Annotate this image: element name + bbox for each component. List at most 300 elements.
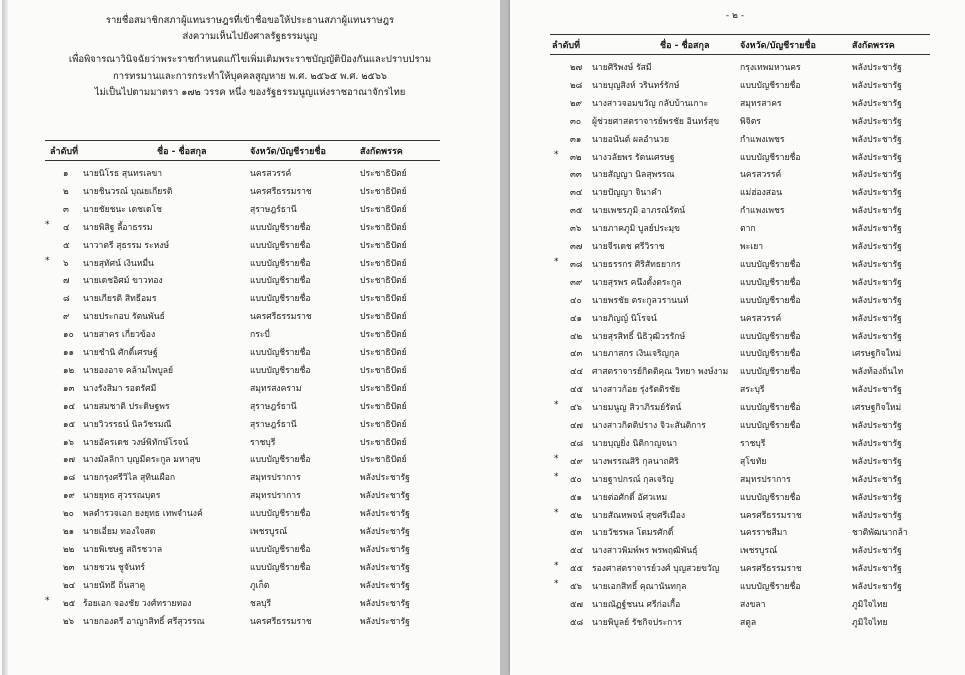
table-row	[550, 415, 950, 434]
row-marker: *	[554, 256, 559, 267]
member-province: แบบบัญชีรายชื่อ	[740, 492, 801, 503]
row-number: ๒๙	[570, 98, 582, 109]
table-row	[45, 593, 445, 612]
member-name: นายธรรกร ศิริสัทธยากร	[592, 259, 681, 270]
table-row	[45, 557, 445, 576]
member-province: นครศรีธรรมราช	[250, 312, 312, 323]
right-document-page	[510, 0, 965, 675]
table-row	[45, 521, 445, 540]
row-number: ๗	[63, 276, 70, 287]
member-party: พลังประชารัฐ	[852, 116, 902, 127]
member-province: แบบบัญชีรายชื่อ	[250, 365, 311, 376]
row-marker: *	[554, 453, 559, 464]
table-row	[550, 308, 950, 327]
member-name: นายภาสกร เงินเจริญกุล	[592, 349, 680, 360]
member-name: นางสาวกิตติปราง จิวะสันติการ	[592, 421, 706, 431]
member-province: ราชบุรี	[250, 437, 276, 448]
row-number: ๑๑	[63, 348, 74, 358]
member-party: ประชาธิปัตย์	[360, 294, 407, 305]
member-name: นายสาคร เกี่ยวข้อง	[83, 330, 156, 341]
member-party: พลังประชารัฐ	[852, 134, 902, 145]
member-party: เศรษฐกิจใหม่	[852, 349, 902, 360]
row-marker: *	[45, 255, 50, 266]
table-row	[550, 433, 950, 452]
member-party: พลังประชารัฐ	[852, 259, 902, 270]
member-party: พลังประชารัฐ	[852, 152, 902, 163]
member-party: ประชาธิปัตย์	[360, 312, 407, 323]
member-name: นายสัณหพจน์ สุขศรีเมือง	[592, 510, 686, 521]
member-province: แบบบัญชีรายชื่อ	[250, 222, 311, 233]
member-party: พลังประชารัฐ	[360, 580, 410, 591]
member-name: นางสาวพิมพ์พร พรพฤฒิพันธุ์	[592, 546, 698, 557]
row-marker: *	[554, 579, 559, 590]
table-row	[550, 576, 950, 595]
member-name: ศาสตราจารย์กิตติคุณ วิทยา พงษ์งาม	[592, 367, 729, 378]
member-province: ราชบุรี	[740, 438, 766, 449]
member-name: นายฐาปกรณ์ กุลเจริญ	[592, 474, 674, 485]
member-province: แบบบัญชีรายชื่อ	[740, 367, 801, 378]
table-row	[45, 163, 445, 182]
row-number: ๕๓	[570, 528, 583, 539]
member-party: ประชาธิปัตย์	[360, 276, 407, 287]
row-number: ๒	[63, 186, 69, 197]
member-party: ประชาธิปัตย์	[360, 330, 407, 341]
member-province: นครราชสีมา	[740, 528, 788, 539]
member-party: พลังประชารัฐ	[852, 63, 902, 73]
member-name: นายพิเชษฐ สถิรชวาล	[83, 544, 163, 555]
row-number: ๔๗	[570, 421, 583, 431]
row-number: ๔๐	[570, 295, 582, 306]
row-number: ๕๕	[570, 564, 584, 575]
table-header	[45, 142, 440, 158]
member-province: นครสวรรค์	[740, 170, 782, 181]
member-name: นายสุรสิทธิ์ นิธิวุฒิวรรักษ์	[592, 331, 686, 342]
table-row	[550, 111, 950, 130]
table-row	[45, 432, 445, 451]
member-party: พลังประชารัฐ	[852, 313, 902, 324]
member-name: นายบุญยิ่ง นิติกาญจนา	[592, 438, 678, 449]
member-province: แบบบัญชีรายชื่อ	[740, 582, 801, 593]
row-number: ๔๓	[570, 349, 583, 360]
row-number: ๓๘	[570, 259, 583, 270]
row-marker: *	[554, 149, 559, 160]
member-name: นายประกอบ รัตนพันธ์	[83, 312, 165, 323]
row-number: ๓๐	[570, 116, 582, 127]
row-number: ๒๔	[63, 580, 76, 591]
row-number: ๕๐	[570, 474, 582, 485]
member-province: แบบบัญชีรายชื่อ	[250, 258, 311, 269]
table-row	[550, 254, 950, 273]
table-row	[45, 611, 445, 630]
row-number: ๒๖	[63, 616, 75, 627]
member-province: แบบบัญชีรายชื่อ	[740, 295, 801, 306]
member-party: พลังประชารัฐ	[360, 509, 410, 520]
member-name: นายมนูญ สิวาภิรมย์รัตน์	[592, 403, 682, 414]
member-party: พลังประชารัฐ	[852, 421, 902, 431]
member-party: พลังประชารัฐ	[852, 206, 902, 217]
member-name: นายปัญญา จินาคำ	[592, 188, 662, 199]
member-province: กรุงเทพมหานคร	[740, 63, 801, 73]
member-party: พลังประชารัฐ	[852, 510, 902, 521]
table-row	[550, 218, 950, 237]
row-number: ๕๖	[570, 582, 582, 593]
member-name: นางมัลลิกา บุญมีตระกูล มหาสุข	[83, 455, 201, 466]
table-row	[45, 199, 445, 218]
table-row	[45, 503, 445, 522]
member-province: แบบบัญชีรายชื่อ	[740, 403, 801, 414]
member-name: ร้อยเอก จองชัย วงศ์ทรายทอง	[83, 598, 192, 609]
row-number: ๑๒	[63, 365, 75, 376]
member-name: นายเอี่ยม ทองใจสด	[83, 527, 156, 537]
column-header-name: ชื่อ - ชื่อสกุล	[660, 41, 710, 51]
page-number: - ๒ -	[725, 11, 745, 21]
member-party: พลังท้องถิ่นไท	[852, 367, 904, 378]
row-number: ๔๖	[570, 403, 582, 414]
member-province: นครสวรรค์	[250, 169, 292, 179]
row-number: ๒๒	[63, 544, 75, 555]
table-row	[550, 522, 950, 541]
column-header-party: สังกัดพรรค	[360, 147, 403, 157]
member-name: นายภาคภูมิ บูลย์ประมุข	[592, 224, 681, 235]
row-number: ๓๖	[570, 224, 582, 235]
row-number: ๙	[63, 312, 70, 323]
member-party: ภูมิใจไทย	[852, 617, 888, 628]
row-number: ๒๓	[63, 562, 75, 573]
table-row	[550, 57, 950, 76]
member-party: พลังประชารัฐ	[360, 473, 410, 484]
member-party: ประชาธิปัตย์	[360, 258, 407, 269]
table-row	[550, 540, 950, 559]
member-name: นายยุทธ สุวรรณบุตร	[83, 491, 161, 502]
member-name: นายชัยชนะ เดชเดโช	[83, 204, 162, 215]
member-province: ชลบุรี	[250, 598, 272, 609]
row-number: ๔	[63, 222, 70, 233]
member-party: พลังประชารัฐ	[852, 295, 902, 306]
column-header-name: ชื่อ - ชื่อสกุล	[157, 147, 207, 157]
row-number: ๓๗	[570, 242, 583, 252]
row-number: ๓๕	[570, 206, 583, 217]
member-province: กำแพงเพชร	[740, 134, 785, 145]
member-party: พลังประชารัฐ	[852, 80, 902, 91]
member-name: นางวลัยพร รัตนเศรษฐ	[592, 152, 675, 163]
row-number: ๔๑	[570, 313, 582, 324]
member-province: แบบบัญชีรายชื่อ	[740, 349, 801, 360]
table-row	[550, 164, 950, 183]
member-name: นายองอาจ คล้ามไพบูลย์	[83, 365, 174, 376]
table-row	[45, 396, 445, 415]
member-province: สุโขทัย	[740, 456, 767, 467]
member-name: นายวัชรพล โตมรศักดิ์	[592, 528, 674, 539]
table-row	[45, 217, 445, 236]
row-number: ๒๑	[63, 527, 75, 537]
table-row	[550, 469, 950, 488]
column-header-province: จังหวัด/บัญชีรายชื่อ	[250, 147, 326, 157]
member-name: นาวาตรี สุธรรม ระหงษ์	[83, 240, 170, 251]
row-number: ๑๐	[63, 330, 74, 341]
table-row	[45, 270, 445, 289]
member-party: ประชาธิปัตย์	[360, 186, 407, 197]
row-marker: *	[554, 400, 559, 411]
member-party: ประชาธิปัตย์	[360, 348, 407, 358]
member-name: นายศิริพงษ์ รัสมี	[592, 63, 652, 73]
member-province: สงขลา	[740, 600, 766, 610]
member-province: แบบบัญชีรายชื่อ	[250, 562, 311, 573]
member-party: ประชาธิปัตย์	[360, 204, 407, 215]
row-number: ๒๕	[63, 598, 76, 609]
member-name: นายชำนิ ศักดิ์เศรษฐ์	[83, 348, 158, 358]
table-row	[45, 467, 445, 486]
row-number: ๑๖	[63, 437, 74, 448]
table-row	[45, 181, 445, 200]
table-row	[45, 235, 445, 254]
member-name: นายชวน ชูจันทร์	[83, 562, 146, 573]
table-row	[550, 93, 950, 112]
member-party: พลังประชารัฐ	[852, 385, 902, 396]
member-party: ประชาธิปัตย์	[360, 222, 407, 233]
member-province: สุราษฎร์ธานี	[250, 401, 297, 412]
table-row	[45, 306, 445, 325]
table-row	[550, 594, 950, 613]
row-number: ๑๗	[63, 455, 75, 466]
member-name: นายสุทัศน์ เงินหมื่น	[83, 258, 154, 269]
table-row	[550, 558, 950, 577]
member-province: เพชรบูรณ์	[740, 546, 778, 557]
row-number: ๓๒	[570, 152, 582, 163]
table-top-rule	[550, 34, 930, 35]
table-row	[550, 612, 950, 631]
table-row	[45, 324, 445, 343]
member-party: ประชาธิปัตย์	[360, 240, 407, 251]
member-province: แบบบัญชีรายชื่อ	[250, 455, 311, 466]
member-party: พลังประชารัฐ	[360, 527, 410, 537]
member-party: ประชาธิปัตย์	[360, 419, 407, 430]
table-row	[45, 288, 445, 307]
member-name: นายสุรพร คนึงตั้งตระกูล	[592, 277, 682, 288]
member-province: พะเยา	[740, 242, 764, 252]
member-party: พลังประชารัฐ	[852, 331, 902, 342]
table-row	[45, 539, 445, 558]
table-row	[550, 200, 950, 219]
member-party: พลังประชารัฐ	[852, 438, 902, 449]
row-number: ๓๑	[570, 134, 582, 145]
row-number: ๕๒	[570, 510, 583, 521]
row-number: ๕๔	[570, 546, 584, 557]
member-province: สระบุรี	[740, 385, 765, 396]
member-province: กำแพงเพชร	[740, 206, 785, 217]
table-header	[550, 36, 930, 52]
table-row	[550, 361, 950, 380]
member-name: ผู้ช่วยศาสตราจารย์พรชัย อินทร์สุข	[592, 116, 720, 127]
row-number: ๑๘	[63, 473, 76, 484]
member-name: นายภิญญ์ นิโรจน์	[592, 313, 657, 324]
member-province: แบบบัญชีรายชื่อ	[250, 240, 311, 251]
member-province: สุราษฎร์ธานี	[250, 419, 297, 430]
page-gutter	[500, 0, 510, 675]
row-number: ๔๒	[570, 331, 583, 342]
member-name: นายพิบูลย์ รัชกิจประการ	[592, 617, 682, 628]
member-name: นายเกียรติ สิทธีอมร	[83, 294, 157, 305]
table-row	[45, 575, 445, 594]
member-province: แบบบัญชีรายชื่อ	[250, 276, 311, 287]
row-number: ๒๐	[63, 509, 74, 520]
member-province: กระบี่	[250, 330, 270, 341]
table-row	[550, 451, 950, 470]
table-row	[550, 236, 950, 255]
column-header-province: จังหวัด/บัญชีรายชื่อ	[740, 41, 816, 51]
member-party: พลังประชารัฐ	[852, 98, 902, 109]
member-name: นายจีรเดช ศรีวิราช	[592, 242, 665, 252]
member-province: เพชรบูรณ์	[250, 527, 288, 537]
table-row	[550, 343, 950, 362]
member-name: นายพรชัย ตระกูลวรานนท์	[592, 295, 689, 306]
member-province: ภูเก็ต	[250, 580, 270, 591]
row-number: ๑๔	[63, 401, 75, 412]
member-province: สมุทรปราการ	[250, 491, 301, 502]
row-marker: *	[554, 561, 559, 572]
table-row	[550, 182, 950, 201]
member-party: ประชาธิปัตย์	[360, 437, 407, 448]
member-province: นครศรีธรรมราช	[740, 564, 802, 575]
row-number: ๔๕	[570, 385, 584, 396]
row-number: ๕	[63, 240, 70, 251]
member-name: นายเพชรภูมิ อาภรณ์รัตน์	[592, 206, 686, 217]
table-row	[550, 147, 950, 166]
member-province: นครศรีธรรมราช	[740, 510, 802, 521]
member-name: นายอัครเดช วงษ์พิทักษ์โรจน์	[83, 437, 189, 448]
member-name: นางพรรณสิริ กุลนาถศิริ	[592, 456, 679, 467]
member-party: พลังประชารัฐ	[360, 562, 410, 573]
member-province: แบบบัญชีรายชื่อ	[740, 277, 801, 288]
table-row	[550, 487, 950, 506]
row-number: ๓๙	[570, 277, 583, 288]
table-row	[550, 397, 950, 416]
header-line: การทรมานและการกระทำให้บุคคลสูญหาย พ.ศ. ๒๕๖๕ พ.ศ. ๒๕๖๖	[113, 71, 387, 82]
row-number: ๑๙	[63, 491, 75, 502]
row-number: ๓๔	[570, 188, 583, 199]
member-province: แบบบัญชีรายชื่อ	[250, 544, 311, 555]
column-header-no: ลำดับที่	[552, 41, 581, 51]
row-number: ๒๘	[570, 80, 583, 91]
table-row	[45, 449, 445, 468]
member-province: แบบบัญชีรายชื่อ	[740, 331, 801, 342]
member-name: นางรังสิมา รอดรัศมี	[83, 383, 157, 394]
member-province: แบบบัญชีรายชื่อ	[250, 294, 311, 305]
member-party: พลังประชารัฐ	[360, 616, 410, 627]
member-province: สุราษฎร์ธานี	[250, 204, 297, 215]
table-top-rule	[45, 140, 440, 141]
member-province: แบบบัญชีรายชื่อ	[740, 421, 801, 431]
member-province: นครศรีธรรมราช	[250, 186, 312, 197]
member-province: สมุทรปราการ	[740, 474, 791, 485]
member-name: นายวิวรรธน์ นิลวัชรมณี	[83, 419, 172, 430]
table-row	[45, 378, 445, 397]
row-number: ๔๘	[570, 438, 584, 449]
member-name: นายบุญสิงห์ วรินทร์รักษ์	[592, 80, 680, 91]
member-province: นครสวรรค์	[740, 313, 782, 324]
member-province: แบบบัญชีรายชื่อ	[740, 259, 801, 270]
member-province: สมุทรสาคร	[740, 98, 782, 109]
header-line: รายชื่อสมาชิกสภาผู้แทนราษฎรที่เข้าชื่อขอให้ประธานสภาผู้แทนราษฎร	[105, 15, 395, 26]
member-province: แม่ฮ่องสอน	[740, 188, 783, 199]
row-marker: *	[554, 507, 559, 518]
column-header-party: สังกัดพรรค	[852, 41, 895, 51]
member-province: แบบบัญชีรายชื่อ	[740, 152, 801, 163]
member-party: พลังประชารัฐ	[852, 546, 902, 557]
member-province: สมุทรปราการ	[250, 473, 301, 484]
table-header-rule	[550, 54, 930, 55]
member-party: พลังประชารัฐ	[852, 456, 902, 467]
member-party: พลังประชารัฐ	[852, 188, 902, 199]
member-province: แบบบัญชีรายชื่อ	[740, 80, 801, 91]
member-name: นายต่อศักดิ์ อัศวเหม	[592, 492, 668, 503]
row-number: ๘	[63, 294, 70, 305]
member-name: นายเอกสิทธิ์ คุณานันทกุล	[592, 582, 687, 593]
row-number: ๕๘	[570, 617, 584, 628]
header-line: เพื่อพิจารณาวินิจฉัยว่าพระราชกำหนดแก้ไขเพิ่มเติมพระราชบัญญัติป้องกันและปราบปราม	[68, 54, 432, 65]
row-number: ๕๑	[570, 492, 582, 503]
member-name: นายนิโรธ สุนทรเลขา	[83, 169, 163, 179]
row-marker: *	[45, 595, 50, 606]
page-binding-shadow	[2, 0, 8, 675]
table-row	[45, 485, 445, 504]
member-party: พลังประชารัฐ	[852, 277, 902, 288]
member-party: ประชาธิปัตย์	[360, 401, 407, 412]
table-row	[45, 342, 445, 361]
table-row	[550, 326, 950, 345]
member-name: นายชินวรณ์ บุณยเกียรติ	[83, 186, 173, 197]
member-name: นายณัฏฐ์ชนน ศรีก่อเกื้อ	[592, 600, 681, 610]
table-row	[45, 414, 445, 433]
member-party: พลังประชารัฐ	[360, 491, 410, 502]
member-party: ประชาธิปัตย์	[360, 455, 407, 466]
row-number: ๑๕	[63, 419, 75, 430]
row-number: ๑๓	[63, 383, 75, 394]
table-row	[550, 290, 950, 309]
member-name: นายกองตรี อาญาสิทธิ์ ศรีสุวรรณ	[83, 616, 205, 627]
row-number: ๓	[63, 204, 69, 215]
member-name: นางสาวจอมขวัญ กลับบ้านเกาะ	[592, 98, 709, 109]
member-province: แบบบัญชีรายชื่อ	[250, 348, 311, 358]
table-row	[550, 505, 950, 524]
member-name: นายพิสิฐ ลี้อาธรรม	[83, 222, 153, 233]
table-row	[45, 360, 445, 379]
row-number: ๒๗	[570, 63, 583, 73]
row-number: ๕๗	[570, 600, 583, 610]
member-name: นายสัญญา นิลสุพรรณ	[592, 170, 675, 181]
member-name: นายเดชอิศม์ ขาวทอง	[83, 276, 163, 287]
header-line: ไม่เป็นไปตามมาตรา ๑๗๒ วรรค หนึ่ง ของรัฐธรรมนูญแห่งราชอาณาจักรไทย	[94, 87, 406, 98]
row-number: ๑	[63, 169, 69, 179]
table-header-rule	[45, 160, 440, 161]
member-name: พลตำรวจเอก ยงยุทธ เทพจำนงค์	[83, 509, 203, 520]
member-name: นายสมชาติ ประดิษฐพร	[83, 401, 170, 412]
member-name: นายนัทธี ถิ่นสาคู	[83, 580, 146, 591]
member-party: พลังประชารัฐ	[360, 598, 410, 609]
member-name: รองศาสตราจารย์วงศ์ บุญสวยขวัญ	[592, 564, 720, 575]
table-row	[550, 129, 950, 148]
header-line: ส่งความเห็นไปยังศาลรัฐธรรมนูญ	[182, 31, 318, 42]
member-party: พลังประชารัฐ	[852, 564, 902, 575]
member-province: สมุทรสงคราม	[250, 383, 302, 394]
table-row	[550, 379, 950, 398]
member-party: ประชาธิปัตย์	[360, 169, 407, 179]
row-number: ๓๓	[570, 170, 582, 181]
member-province: นครศรีธรรมราช	[250, 616, 312, 627]
member-party: พลังประชารัฐ	[852, 224, 902, 235]
row-marker: *	[45, 219, 50, 230]
member-party: ประชาธิปัตย์	[360, 365, 407, 376]
member-party: พลังประชารัฐ	[360, 544, 410, 555]
